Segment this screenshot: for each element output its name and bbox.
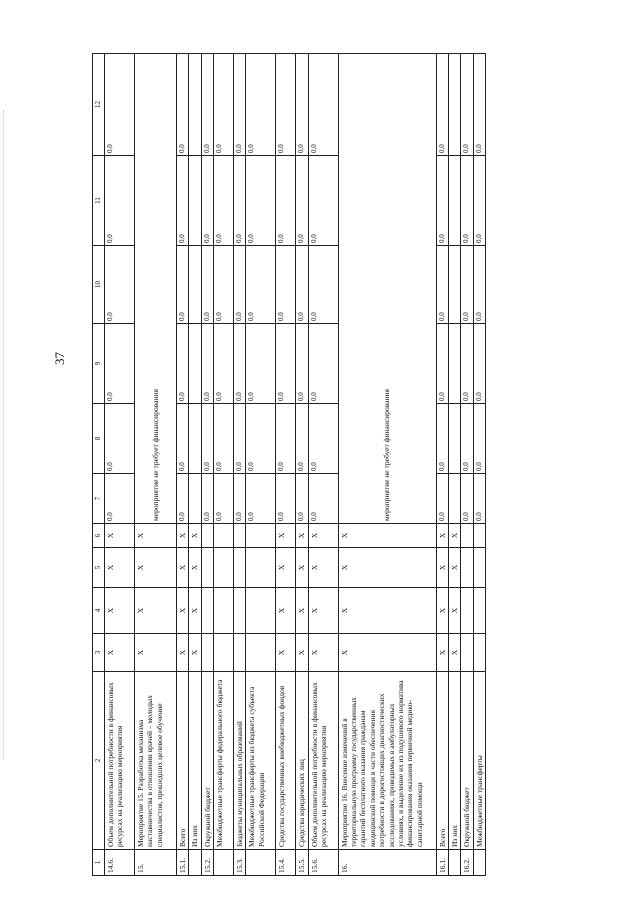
marker-cell	[246, 548, 276, 588]
marker-cell: X	[338, 524, 436, 548]
marker-cell	[213, 548, 233, 588]
marker-cell: X	[276, 524, 296, 548]
value-cell: 0,0	[296, 246, 308, 324]
value-cell: 0,0	[201, 474, 213, 524]
value-cell: 0,0	[176, 324, 188, 404]
marker-cell: X	[338, 588, 436, 634]
value-cell: 0,0	[104, 474, 134, 524]
value-cell: 0,0	[246, 404, 276, 474]
value-cell	[449, 404, 461, 474]
value-cell: 0,0	[461, 156, 473, 246]
value-cell: 0,0	[436, 246, 448, 324]
value-cell: 0,0	[233, 474, 245, 524]
marker-cell	[201, 634, 213, 672]
value-cell: 0,0	[308, 404, 338, 474]
value-cell: 0,0	[473, 474, 485, 524]
marker-cell: X	[276, 588, 296, 634]
marker-cell: X	[308, 524, 338, 548]
table-row	[201, 54, 213, 876]
row-name-cell: Мероприятие 15. Разработка механизма наставничества в отношении врачей – молодых специалистов, прошедших целевое обучение	[134, 672, 176, 850]
value-cell: 0,0	[233, 156, 245, 246]
row-code-cell: 16.2.	[461, 850, 473, 876]
value-cell: 0,0	[461, 404, 473, 474]
row-code-cell	[473, 850, 485, 876]
value-cell: 0,0	[436, 404, 448, 474]
table-row	[233, 54, 245, 876]
marker-cell: X	[296, 524, 308, 548]
value-cell: 0,0	[201, 246, 213, 324]
row-name-cell: Окружной бюджет	[461, 672, 473, 850]
value-cell: 0,0	[276, 156, 296, 246]
marker-cell: X	[104, 524, 134, 548]
row-code-cell	[246, 850, 276, 876]
marker-cell: X	[276, 548, 296, 588]
marker-cell: X	[449, 548, 461, 588]
value-cell: 0,0	[213, 246, 233, 324]
value-cell: 0,0	[213, 404, 233, 474]
value-cell: 0,0	[213, 54, 233, 156]
header-row	[93, 54, 105, 876]
value-cell: 0,0	[213, 474, 233, 524]
value-cell: 0,0	[104, 54, 134, 156]
marker-cell: X	[308, 634, 338, 672]
scan-edge-artifact	[3, 110, 6, 760]
value-cell	[449, 156, 461, 246]
column-header: 9	[93, 324, 105, 404]
value-cell: 0,0	[436, 324, 448, 404]
value-cell: 0,0	[461, 246, 473, 324]
marker-cell	[201, 588, 213, 634]
value-cell: 0,0	[104, 404, 134, 474]
merged-note-cell: мероприятие не требует финансирования	[134, 54, 176, 524]
marker-cell: X	[449, 588, 461, 634]
marker-cell	[233, 524, 245, 548]
table-row	[338, 54, 436, 876]
value-cell: 0,0	[473, 404, 485, 474]
table-row	[134, 54, 176, 876]
value-cell: 0,0	[308, 54, 338, 156]
row-name-cell: Всего	[436, 672, 448, 850]
table-row	[246, 54, 276, 876]
value-cell: 0,0	[213, 324, 233, 404]
merged-note-cell: мероприятие не требует финансирования	[338, 54, 436, 524]
value-cell: 0,0	[308, 156, 338, 246]
row-code-cell: 15.4.	[276, 850, 296, 876]
row-code-cell: 15.6.	[308, 850, 338, 876]
table-row	[461, 54, 473, 876]
marker-cell: X	[296, 634, 308, 672]
column-header: 6	[93, 524, 105, 548]
table-row	[176, 54, 188, 876]
marker-cell: X	[176, 588, 188, 634]
value-cell: 0,0	[246, 324, 276, 404]
value-cell: 0,0	[296, 324, 308, 404]
row-name-cell: Мероприятие 16. Внесение изменений в территориальную программу государственных гарантий бесплатного оказания гражданам медицинской помощи в части обеспечения потребности в дорогостоящих диагностических исследованиях, проводимых в амбулаторных условиях, и выделение их из подушевого норматива финансирования оказания первичной медико-санитарной помощи	[338, 672, 436, 850]
column-header: 2	[93, 672, 105, 850]
value-cell: 0,0	[201, 324, 213, 404]
value-cell: 0,0	[276, 474, 296, 524]
marker-cell: X	[189, 548, 201, 588]
column-header: 8	[93, 404, 105, 474]
row-code-cell: 15.3.	[233, 850, 245, 876]
rotated-table-sheet	[92, 54, 530, 876]
marker-cell: X	[296, 548, 308, 588]
value-cell: 0,0	[176, 54, 188, 156]
value-cell: 0,0	[436, 474, 448, 524]
marker-cell	[473, 548, 485, 588]
marker-cell: X	[189, 634, 201, 672]
value-cell: 0,0	[308, 324, 338, 404]
table-row	[213, 54, 233, 876]
row-name-cell: Из них	[189, 672, 201, 850]
row-code-cell	[213, 850, 233, 876]
marker-cell	[213, 588, 233, 634]
column-header: 11	[93, 156, 105, 246]
value-cell: 0,0	[436, 156, 448, 246]
value-cell: 0,0	[296, 54, 308, 156]
row-name-cell: Средства юридических лиц	[296, 672, 308, 850]
value-cell: 0,0	[461, 54, 473, 156]
value-cell: 0,0	[461, 474, 473, 524]
row-name-cell: Средства государственных внебюджетных фондов	[276, 672, 296, 850]
value-cell: 0,0	[296, 474, 308, 524]
marker-cell: X	[189, 524, 201, 548]
value-cell: 0,0	[233, 54, 245, 156]
value-cell: 0,0	[473, 324, 485, 404]
column-header: 4	[93, 588, 105, 634]
row-name-cell: Всего	[176, 672, 188, 850]
marker-cell: X	[104, 548, 134, 588]
column-header: 12	[93, 54, 105, 156]
table-row	[449, 54, 461, 876]
value-cell: 0,0	[276, 404, 296, 474]
value-cell	[449, 474, 461, 524]
table-row	[276, 54, 296, 876]
value-cell: 0,0	[276, 324, 296, 404]
value-cell: 0,0	[176, 404, 188, 474]
column-header: 7	[93, 474, 105, 524]
marker-cell: X	[189, 588, 201, 634]
marker-cell	[201, 524, 213, 548]
row-code-cell: 15.5.	[296, 850, 308, 876]
value-cell: 0,0	[436, 54, 448, 156]
value-cell: 0,0	[473, 54, 485, 156]
marker-cell: X	[134, 548, 176, 588]
column-header: 10	[93, 246, 105, 324]
marker-cell	[461, 634, 473, 672]
marker-cell	[473, 524, 485, 548]
marker-cell	[246, 634, 276, 672]
table-row	[473, 54, 485, 876]
row-name-cell: Межбюджетные трансферты из бюджета субъекта Российской Федерации	[246, 672, 276, 850]
value-cell: 0,0	[246, 246, 276, 324]
value-cell: 0,0	[246, 474, 276, 524]
value-cell	[189, 54, 201, 156]
row-name-cell: Межбюджетные трансферты федерального бюджета	[213, 672, 233, 850]
row-name-cell: Окружной бюджет	[201, 672, 213, 850]
value-cell: 0,0	[104, 324, 134, 404]
marker-cell: X	[296, 588, 308, 634]
row-name-cell: Из них	[449, 672, 461, 850]
value-cell: 0,0	[201, 156, 213, 246]
value-cell: 0,0	[461, 324, 473, 404]
value-cell: 0,0	[176, 156, 188, 246]
value-cell: 0,0	[308, 246, 338, 324]
value-cell	[449, 246, 461, 324]
marker-cell: X	[436, 548, 448, 588]
value-cell: 0,0	[473, 246, 485, 324]
marker-cell: X	[338, 548, 436, 588]
marker-cell: X	[276, 634, 296, 672]
marker-cell	[473, 588, 485, 634]
value-cell: 0,0	[201, 404, 213, 474]
value-cell: 0,0	[201, 54, 213, 156]
row-name-cell: Объем дополнительной потребности в финансовых ресурсах на реализацию мероприятия	[104, 672, 134, 850]
table-row	[436, 54, 448, 876]
value-cell	[189, 156, 201, 246]
column-header: 1	[93, 850, 105, 876]
value-cell: 0,0	[233, 246, 245, 324]
table-row	[308, 54, 338, 876]
marker-cell	[473, 634, 485, 672]
row-code-cell: 15.2.	[201, 850, 213, 876]
column-header: 3	[93, 634, 105, 672]
marker-cell	[213, 524, 233, 548]
row-name-cell: Бюджеты муниципальных образований	[233, 672, 245, 850]
value-cell: 0,0	[246, 156, 276, 246]
marker-cell: X	[176, 634, 188, 672]
value-cell: 0,0	[104, 246, 134, 324]
marker-cell	[233, 634, 245, 672]
value-cell: 0,0	[213, 156, 233, 246]
page-number: 37	[52, 352, 67, 365]
budget-table	[92, 53, 486, 876]
table-row	[189, 54, 201, 876]
row-code-cell	[449, 850, 461, 876]
value-cell: 0,0	[276, 246, 296, 324]
row-name-cell: Межбюджетные трансферты	[473, 672, 485, 850]
marker-cell	[233, 588, 245, 634]
marker-cell: X	[436, 524, 448, 548]
marker-cell: X	[436, 634, 448, 672]
marker-cell: X	[176, 524, 188, 548]
marker-cell: X	[449, 634, 461, 672]
row-code-cell: 16.	[338, 850, 436, 876]
value-cell: 0,0	[308, 474, 338, 524]
marker-cell: X	[308, 588, 338, 634]
marker-cell	[233, 548, 245, 588]
value-cell: 0,0	[473, 156, 485, 246]
marker-cell: X	[134, 524, 176, 548]
marker-cell: X	[176, 548, 188, 588]
value-cell	[189, 324, 201, 404]
marker-cell: X	[338, 634, 436, 672]
marker-cell: X	[104, 634, 134, 672]
marker-cell: X	[104, 588, 134, 634]
table-row	[296, 54, 308, 876]
row-code-cell: 16.1.	[436, 850, 448, 876]
marker-cell	[461, 548, 473, 588]
marker-cell: X	[449, 524, 461, 548]
column-header: 5	[93, 548, 105, 588]
value-cell: 0,0	[246, 54, 276, 156]
marker-cell: X	[308, 548, 338, 588]
marker-cell	[246, 588, 276, 634]
value-cell: 0,0	[176, 474, 188, 524]
marker-cell	[461, 524, 473, 548]
value-cell: 0,0	[276, 54, 296, 156]
table-body	[104, 54, 485, 876]
marker-cell	[201, 548, 213, 588]
value-cell	[189, 246, 201, 324]
marker-cell: X	[134, 634, 176, 672]
value-cell: 0,0	[176, 246, 188, 324]
row-code-cell: 14.6.	[104, 850, 134, 876]
row-code-cell: 15.	[134, 850, 176, 876]
value-cell	[449, 324, 461, 404]
row-code-cell: 15.1.	[176, 850, 188, 876]
marker-cell: X	[134, 588, 176, 634]
marker-cell	[213, 634, 233, 672]
value-cell	[189, 474, 201, 524]
value-cell: 0,0	[296, 404, 308, 474]
row-code-cell	[189, 850, 201, 876]
value-cell	[449, 54, 461, 156]
marker-cell: X	[436, 588, 448, 634]
value-cell: 0,0	[296, 156, 308, 246]
value-cell: 0,0	[233, 324, 245, 404]
value-cell	[189, 404, 201, 474]
value-cell: 0,0	[233, 404, 245, 474]
marker-cell	[246, 524, 276, 548]
value-cell: 0,0	[104, 156, 134, 246]
row-name-cell: Объем дополнительной потребности в финансовых ресурсах на реализацию мероприятия	[308, 672, 338, 850]
table-row	[104, 54, 134, 876]
marker-cell	[461, 588, 473, 634]
